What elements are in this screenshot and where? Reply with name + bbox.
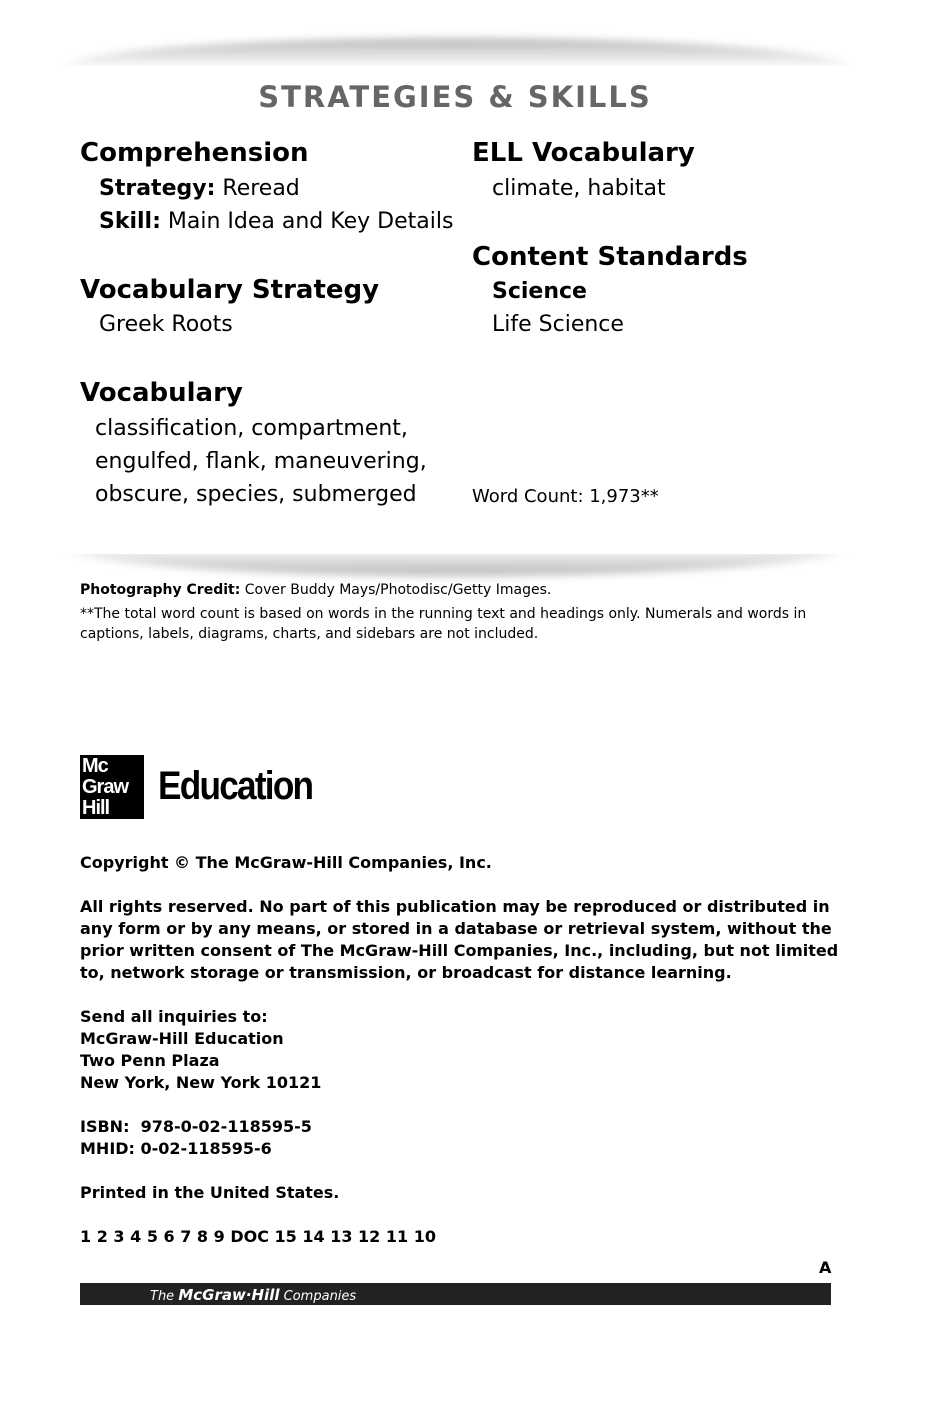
footer-brand (150, 1286, 356, 1304)
skill-line (99, 209, 453, 234)
vocab-strategy-value: Greek Roots (99, 312, 233, 337)
box-top-shadow (62, 38, 852, 68)
copyright-line: Copyright © The McGraw-Hill Companies, Inc. (80, 853, 492, 872)
edition-letter: A (819, 1258, 832, 1277)
vocabulary-line: classification, compartment, (95, 416, 408, 441)
photo-credit-label: Photography Credit: (80, 582, 241, 598)
strategy-value: Reread (222, 176, 300, 201)
content-topic: Life Science (492, 312, 624, 337)
skill-label: Skill: (99, 209, 161, 234)
vocabulary-heading: Vocabulary (80, 378, 243, 408)
box-title: STRATEGIES & SKILLS (258, 80, 652, 114)
printing-numbers: 1 2 3 4 5 6 7 8 9 DOC 15 14 13 12 11 10 (80, 1227, 436, 1246)
rights-paragraph: All rights reserved. No part of this publication may be reproduced or distributed in any form or by any means, or stored in a database or retrieval system, without the prior written consent of The McGraw-Hill Companies, Inc., including, but not limited to, network storage or transmission, or broadcast for distance learning. (80, 897, 839, 982)
logo-mark-line: Hill (82, 797, 110, 819)
footer-the: The (150, 1289, 175, 1304)
footer-bar (80, 1283, 831, 1305)
isbn: ISBN: 978-0-02-118595-5 (80, 1117, 312, 1136)
mcgraw-hill-logo-mark (80, 755, 144, 819)
address-line: New York, New York 10121 (80, 1073, 322, 1092)
printed-line: Printed in the United States. (80, 1183, 340, 1202)
content-subject: Science (492, 279, 587, 304)
ell-value: climate, habitat (492, 176, 666, 201)
ell-heading: ELL Vocabulary (472, 138, 695, 168)
photo-credit-text: Cover Buddy Mays/Photodisc/Getty Images. (244, 582, 552, 598)
photo-credit (80, 580, 820, 600)
logo-mark-line: Graw (82, 776, 129, 798)
address-line: McGraw-Hill Education (80, 1029, 284, 1048)
vocabulary-line: engulfed, flank, maneuvering, (95, 449, 427, 474)
footer-brand-name: McGraw·Hill (178, 1286, 280, 1304)
education-logo-text: Education (158, 764, 313, 808)
logo-mark-line: Mc (82, 755, 108, 777)
skill-value: Main Idea and Key Details (167, 209, 454, 234)
word-count-note: **The total word count is based on words in the running text and headings only. Numerals and words in captions, labels, diagrams, charts, and sidebars are not included. (80, 606, 807, 642)
content-standards-heading: Content Standards (472, 242, 748, 272)
word-count: Word Count: 1,973** (472, 486, 659, 507)
inquiries-label: Send all inquiries to: (80, 1007, 268, 1026)
vocab-strategy-heading: Vocabulary Strategy (80, 275, 380, 305)
address-line: Two Penn Plaza (80, 1051, 220, 1070)
footer-companies: Companies (283, 1289, 357, 1304)
strategy-line (99, 176, 300, 201)
strategy-label: Strategy: (99, 176, 216, 201)
vocabulary-line: obscure, species, submerged (95, 482, 417, 507)
comprehension-heading: Comprehension (80, 138, 309, 168)
mhid: MHID: 0-02-118595-6 (80, 1139, 272, 1158)
